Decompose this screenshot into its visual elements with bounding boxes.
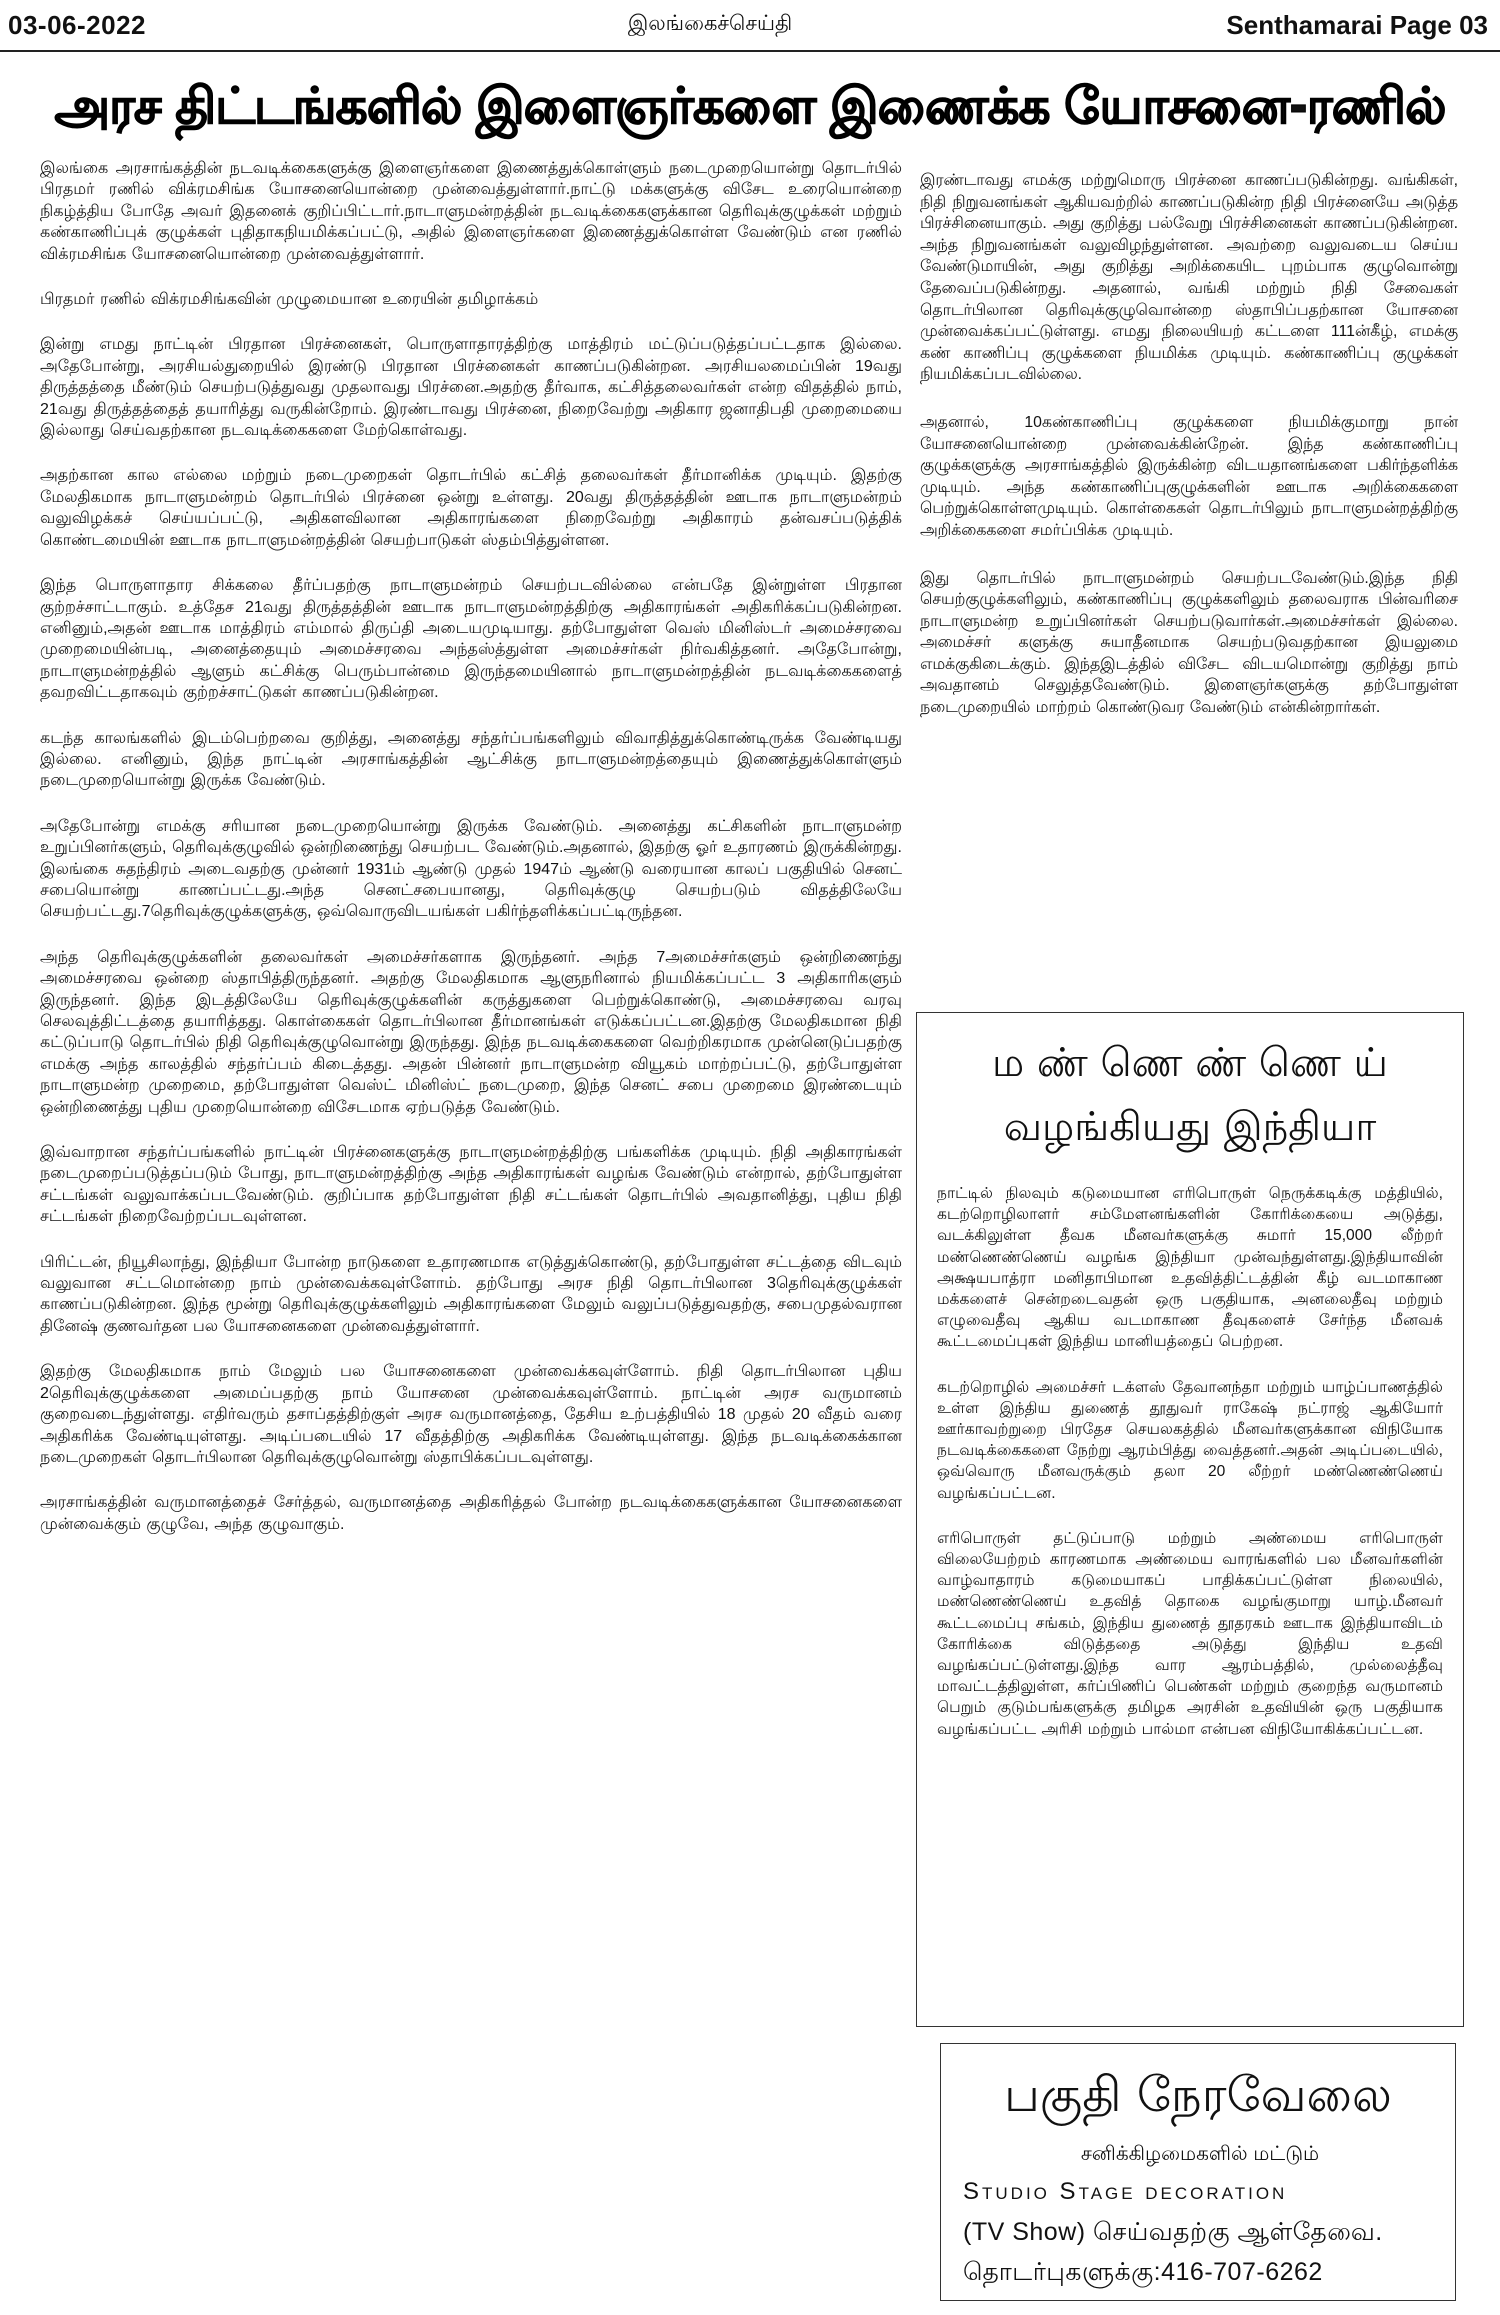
job-advert-box	[940, 2043, 1456, 2301]
main-article-continuation	[920, 170, 1458, 745]
side-article-title: ம ண் ணெ ண் ணெ ய் வழங்கியது இந்தியா	[992, 1040, 1388, 1150]
advert-title: பகுதி நேரவேலை	[1004, 2067, 1392, 2123]
article-paragraph: இன்று எமது நாட்டின் பிரதான பிரச்னைகள், பொருளாதாரத்திற்கு மாத்திரம் மட்டுப்படுத்தப்பட்டதாக இல்லை. அதேபோன்று, அரசியல்துறையில் இரண்டு பிரதான பிரச்னைகள் காணப்படுகின்றன. அரசியலமைப்பின் 19வது திருத்தத்தை மீண்டும் செயற்படுத்துவது முதலாவது பிரச்னை.அதற்கு தீர்வாக, கட்சித்தலைவர்கள் என்ற விதத்தில் நாம், 21வது திருத்தத்தைத் தயாரித்து வருகின்றோம். இரண்டாவது பிரச்னை, நிறைவேற்று அதிகார ஜனாதிபதி முறைமையை இல்லாது செய்வதற்கான நடவடிக்கைகளை மேற்கொள்வது.	[40, 336, 902, 440]
article-paragraph: இந்த பொருளாதார சிக்கலை தீர்ப்பதற்கு நாடாளுமன்றம் செயற்படவில்லை என்பதே இன்றுள்ள பிரதான குற்றச்சாட்டாகும். உத்தேச 21வது திருத்தத்தின் ஊடாக நாடாளுமன்றத்திற்கு அதிகாரங்கள் அதிகரிக்கப்படுகின்றன. எனினும்,அதன் ஊடாக மாத்திரம் எம்மால் திருப்தி அடையமுடியாது. தற்போதுள்ள வெஸ் மினிஸ்டர் அமைச்சரவை முறைமையின்படி, அனைத்தையும் அமைச்சரவை அந்தஸ்த்துள்ள அமைச்சர்கள் நிர்வகித்தனர். அதேபோன்று, நாடாளுமன்றத்தில் ஆளும் கட்சிக்கு பெரும்பான்மை இருந்தமையினால் நாடாளுமன்றத்தின் நடவடிக்கைகளைத் தவறவிட்டதாகவும் குற்றச்சாட்டுகள் காணப்படுகின்றன.	[40, 577, 902, 702]
page-header	[0, 0, 1500, 52]
article-paragraph: பிரதமர் ரணில் விக்ரமசிங்கவின் முழுமையான உரையின் தமிழாக்கம்	[40, 291, 539, 309]
advert-detail: (TV Show) செய்வதற்கு ஆள்தேவை.	[963, 2218, 1383, 2246]
side-article-paragraph: நாட்டில் நிலவும் கடுமையான எரிபொருள் நெருக்கடிக்கு மத்தியில், கடற்றொழிலாளர் சம்மேளனங்களின் கோரிக்கையை அடுத்து, வடக்கிலுள்ள தீவக மீனவர்களுக்கு சுமார் 15,000 லீற்றர் மண்ணெண்ணெய் வழங்க இந்தியா முன்வந்துள்ளது.இந்தியாவின் அக்ஷயபாத்ரா மனிதாபிமான உதவித்திட்டத்தின் கீழ் வடமாகாண மக்களைச் சென்றடைவதன் ஒரு பகுதியாக, அனலைதீவு மற்றும் எழுவைதீவு ஆகிய வடமாகாண தீவுகளைச் சேர்ந்த மீனவக் கூட்டமைப்புகள் இந்திய மானியத்தைப் பெற்றன.	[937, 1185, 1443, 1351]
advert-job: Studio Stage decoration	[963, 2178, 1288, 2205]
article-paragraph: பிரிட்டன், நியூசிலாந்து, இந்தியா போன்ற நாடுகளை உதாரணமாக எடுத்துக்கொண்டு, தற்போதுள்ள சட்டத்தை விடவும் வலுவான சட்டமொன்றை நாம் முன்வைக்கவுள்ளோம். தற்போது அரச நிதி தொடர்பிலான 3தெரிவுக்குழுக்கள் காணப்படுகின்றன. இந்த மூன்று தெரிவுக்குழுக்களிலும் அதிகாரங்களை மேலும் வலுப்படுத்துவதற்கு, சபைமுதல்வரான தினேஷ் குணவர்தன பல யோசனைகளை முன்வைத்துள்ளார்.	[40, 1253, 902, 1335]
article-paragraph: அதனால், 10கண்காணிப்பு குழுக்களை நியமிக்குமாறு நான் யோசனையொன்றை முன்வைக்கின்றேன். இந்த கண்காணிப்பு குழுக்களுக்கு அரசாங்கத்தில் இருக்கின்ற விடயதானங்களை பகிர்ந்தளிக்க முடியும். அந்த கண்காணிப்புகுழுக்களின் ஊடாக அறிக்கைகளை பெற்றுக்கொள்ளமுடியும். கொள்கைகள் தொடர்பிலும் நாடாளுமன்றத்திற்கு அறிக்கைகளை சமர்ப்பிக்க முடியும்.	[920, 413, 1458, 539]
side-article-paragraph: கடற்றொழில் அமைச்சர் டக்ளஸ் தேவானந்தா மற்றும் யாழ்ப்பாணத்தில் உள்ள இந்திய துணைத் தூதுவர் ராகேஷ் நட்ராஜ் ஆகியோர் ஊர்காவற்றுறை பிரதேச செயலகத்தில் மீனவர்களுக்கான விநியோக நடவடிக்கைகளை நேற்று ஆரம்பித்து வைத்தனர்.அதன் அடிப்படையில், ஒவ்வொரு மீனவருக்கும் தலா 20 லீற்றர் மண்ணெண்ணெய் வழங்கப்பட்டன.	[937, 1378, 1443, 1502]
side-article-paragraph: எரிபொருள் தட்டுப்பாடு மற்றும் அண்மைய எரிபொருள் விலையேற்றம் காரணமாக அண்மைய வாரங்களில் பல மீனவர்களின் வாழ்வாதாரம் கடுமையாகப் பாதிக்கப்பட்டுள்ள நிலையில், மண்ணெண்ணெய் உதவித் தொகை வழங்குமாறு யாழ்.மீனவர் கூட்டமைப்பு சங்கம், இந்திய துணைத் தூதரகம் ஊடாக இந்தியாவிடம் கோரிக்கை விடுத்ததை அடுத்து இந்திய உதவி வழங்கப்பட்டுள்ளது.இந்த வார ஆரம்பத்தில், முல்லைத்தீவு மாவட்டத்திலுள்ள, கர்ப்பிணிப் பெண்கள் மற்றும் குறைந்த வருமானம் பெறும் குடும்பங்களுக்கு தமிழக அரசின் உதவியின் ஒரு பகுதியாக வழங்கப்பட்ட அரிசி மற்றும் பால்மா என்பன விநியோகிக்கப்பட்டன.	[937, 1529, 1443, 1738]
article-paragraph: இரண்டாவது எமக்கு மற்றுமொரு பிரச்னை காணப்படுகின்றது. வங்கிகள், நிதி நிறுவனங்கள் ஆகியவற்றில் காணப்படுகின்ற நிதி பிரச்னையே அடுத்த பிரச்சினையாகும். அது குறித்து பல்வேறு பிரச்சினைகள் காணப்படுகின்றன. அந்த நிறுவனங்கள் வலுவிழந்துள்ளன. அவற்றை வலுவடைய செய்ய வேண்டுமாயின், அது குறித்து அறிக்கையிட புறம்பாக குழுவொன்று தேவைப்படுகின்றது. அதனால், வங்கி மற்றும் நிதி சேவைகள் தொடர்பிலான தெரிவுக்குழுவொன்றை ஸ்தாபிப்பதற்கான யோசனை முன்வைக்கப்பட்டுள்ளது. எமது நிலையியற் கட்டளை 111ன்கீழ், எமக்கு கண் காணிப்பு குழுக்களை நியமிக்க முடியும். கண்காணிப்பு குழுக்கள் நியமிக்கப்படவில்லை.	[920, 172, 1458, 384]
headline: அரச திட்டங்களில் இளைஞர்களை இணைக்க யோசனை-ரணில்	[54, 77, 1446, 135]
article-paragraph: இலங்கை அரசாங்கத்தின் நடவடிக்கைகளுக்கு இளைஞர்களை இணைத்துக்கொள்ளும் நடைமுறையொன்று தொடர்பில் பிரதமர் ரணில் விக்ரமசிங்க யோசனையொன்றை முன்வைத்துள்ளார்.நாட்டு மக்களுக்கு விசேட உரையொன்றை நிகழ்த்திய போதே அவர் இதனைக் குறிப்பிட்டார்.நாடாளுமன்றத்தின் நடவடிக்கைகளுக்கான தெரிவுக்குழுக்கள் மற்றும் கண்காணிப்புக் குழுக்கள் புதிதாகநியமிக்கப்பட்டு, அதில் இளைஞர்களை இணைத்துக்கொள்ள வேண்டும் என ரணில் விக்ரமசிங்க யோசனையொன்றை முன்வைத்துள்ளார்.	[40, 160, 903, 263]
article-paragraph: அரசாங்கத்தின் வருமானத்தைச் சேர்த்தல், வருமானத்தை அதிகரித்தல் போன்ற நடவடிக்கைகளுக்கான யோசனைகளை முன்வைக்கும் குழுவே, அந்த குழுவாகும்.	[40, 1494, 903, 1533]
advert-schedule: சனிக்கிழமைகளில் மட்டும்	[1080, 2143, 1320, 2165]
side-article-body	[917, 1183, 1463, 1740]
article-paragraph: அதற்கான கால எல்லை மற்றும் நடைமுறைகள் தொடர்பில் கட்சித் தலைவர்கள் தீர்மானிக்க முடியும். இதற்கு மேலதிகமாக நாடாளுமன்றம் தொடர்பில் பிரச்னை ஒன்று உள்ளது. 20வது திருத்தத்தின் ஊடாக நாடாளுமன்றம் வலுவிழக்கச் செய்யப்பட்டு, அதிகளவிலான அதிகாரங்களை நிறைவேற்று அதிகாரம் தன்வசப்படுத்திக் கொண்டமையின் ஊடாக நாடாளுமன்றத்தின் செயற்பாடுகள் ஸ்தம்பித்துள்ளன.	[40, 467, 902, 549]
article-paragraph: அந்த தெரிவுக்குழுக்களின் தலைவர்கள் அமைச்சர்களாக இருந்தனர். அந்த 7அமைச்சர்களும் ஒன்றிணைந்து அமைச்சரவை ஒன்றை ஸ்தாபித்திருந்தனர். அதற்கு மேலதிகமாக ஆளுநரினால் நியமிக்கப்பட்ட 3 அதிகாரிகளும் இருந்தனர். இந்த இடத்திலேயே தெரிவுக்குழுக்களின் கருத்துகளை பெற்றுக்கொண்டு, அமைச்சரவை வரவு செலவுத்திட்டத்தை தயாரித்தது. கொள்கைகள் தொடர்பிலான தீர்மானங்கள் எடுக்கப்பட்டன.இதற்கு மேலதிகமான நிதி கட்டுப்பாடு தொடர்பில் நிதி தெரிவுக்குழுவொன்று இருந்தது. இந்த நடவடிக்கைகளை வெற்றிகரமாக முன்னெடுப்பதற்கு எமக்கு அந்த காலத்தில் சந்தர்ப்பம் கிடைத்தது. அதன் பின்னர் நாடாளுமன்ற வியூகம் மாற்றப்பட்டு, தற்போதுள்ள நாடாளுமன்ற முறைமை, தற்போதுள்ள வெஸ்ட் மினிஸ்ட் நடைமுறை, இந்த செனட் சபை முறைமை இரண்டையும் ஒன்றிணைத்து புதிய முறையொன்றை விசேடமாக ஏற்படுத்த வேண்டும்.	[40, 948, 903, 1116]
side-article-box	[916, 1012, 1464, 2027]
advert-contact: தொடர்புகளுக்கு:416-707-6262	[963, 2258, 1323, 2286]
article-paragraph: இது தொடர்பில் நாடாளுமன்றம் செயற்படவேண்டும்.இந்த நிதி செயற்குழுக்களிலும், கண்காணிப்பு குழுக்களிலும் தலைவராக பின்வரிசை நாடாளுமன்ற உறுப்பினர்கள் செயற்படுவார்கள்.அமைச்சர்கள் இல்லை. அமைச்சர் களுக்கு சுயாதீனமாக செயற்படுவதற்கான இயலுமை எமக்குகிடைக்கும். இந்தஇடத்தில் விசேட விடயமொன்று குறித்து நாம் அவதானம் செலுத்தவேண்டும். இளைஞர்களுக்கு தற்போதுள்ள நடைமுறையில் மாற்றம் கொண்டுவர வேண்டும் என்கின்றார்கள்.	[920, 569, 1458, 717]
section-name: இலங்கைச்செய்தி	[627, 11, 793, 35]
issue-date: 03-06-2022	[8, 10, 146, 40]
article-paragraph: இவ்வாறான சந்தர்ப்பங்களில் நாட்டின் பிரச்னைகளுக்கு நாடாளுமன்றத்திற்கு பங்களிக்க முடியும். நிதி அதிகாரங்கள் நடைமுறைப்படுத்தப்படும் போது, நாடாளுமன்றத்திற்கு அந்த அதிகாரங்கள் வழங்க வேண்டும் என்றால், தற்போதுள்ள சட்டங்கள் வலுவாக்கப்படவேண்டும். குறிப்பாக தற்போதுள்ள நிதி சட்டங்கள் தொடர்பில் அவதானித்து, புதிய நிதி சட்டங்கள் நிறைவேற்றப்படவுள்ளன.	[40, 1144, 902, 1226]
article-paragraph: அதேபோன்று எமக்கு சரியான நடைமுறையொன்று இருக்க வேண்டும். அனைத்து கட்சிகளின் நாடாளுமன்ற உறுப்பினர்களும், தெரிவுக்குழுவில் ஒன்றிணைந்து செயற்பட வேண்டும்.அதனால், இதற்கு ஓர் உதாரணம் இருக்கின்றது. இலங்கை சுதந்திரம் அடைவதற்கு முன்னர் 1931ம் ஆண்டு முதல் 1947ம் ஆண்டு வரையான காலப் பகுதியில் செனட் சபையொன்று காணப்பட்டது.அந்த செனட்சபையானது, தெரிவுக்குழு செயற்படும் விதத்திலேயே செயற்பட்டது.7தெரிவுக்குழுக்களுக்கு, ஒவ்வொருவிடயங்கள் பகிர்ந்தளிக்கப்பட்டிருந்தன.	[40, 817, 902, 921]
article-paragraph: கடந்த காலங்களில் இடம்பெற்றவை குறித்து, அனைத்து சந்தர்ப்பங்களிலும் விவாதித்துக்கொண்டிருக்க வேண்டியது இல்லை. எனினும், இந்த நாட்டின் அரசாங்கத்தின் ஆட்சிக்கு நாடாளுமன்றத்தையும் இணைத்துக்கொள்ளும் நடைமுறையொன்று இருக்க வேண்டும்.	[40, 729, 902, 790]
article-paragraph: இதற்கு மேலதிகமாக நாம் மேலும் பல யோசனைகளை முன்வைக்கவுள்ளோம். நிதி தொடர்பிலான புதிய 2தெரிவுக்குழுக்களை அமைப்பதற்கு நாம் யோசனை முன்வைக்கவுள்ளோம். நாட்டின் அரச வருமானம் குறைவடைந்துள்ளது. எதிர்வரும் தசாப்தத்திற்குள் அரச வருமானத்தை, தேசிய உற்பத்தியில் 18 முதல் 20 வீதம் வரை அதிகரிக்க வேண்டியுள்ளது. அடிப்படையில் 17 வீதத்திற்கு அதிகரிக்க வேண்டியுள்ளது. இந்த நடவடிக்கைக்கான நடைமுறைகள் தொடர்பிலான தெரிவுக்குழுவொன்று ஸ்தாபிக்கப்படவுள்ளது.	[40, 1363, 902, 1466]
publication-page: Senthamarai Page 03	[1226, 10, 1488, 40]
main-article-column	[40, 158, 902, 1559]
